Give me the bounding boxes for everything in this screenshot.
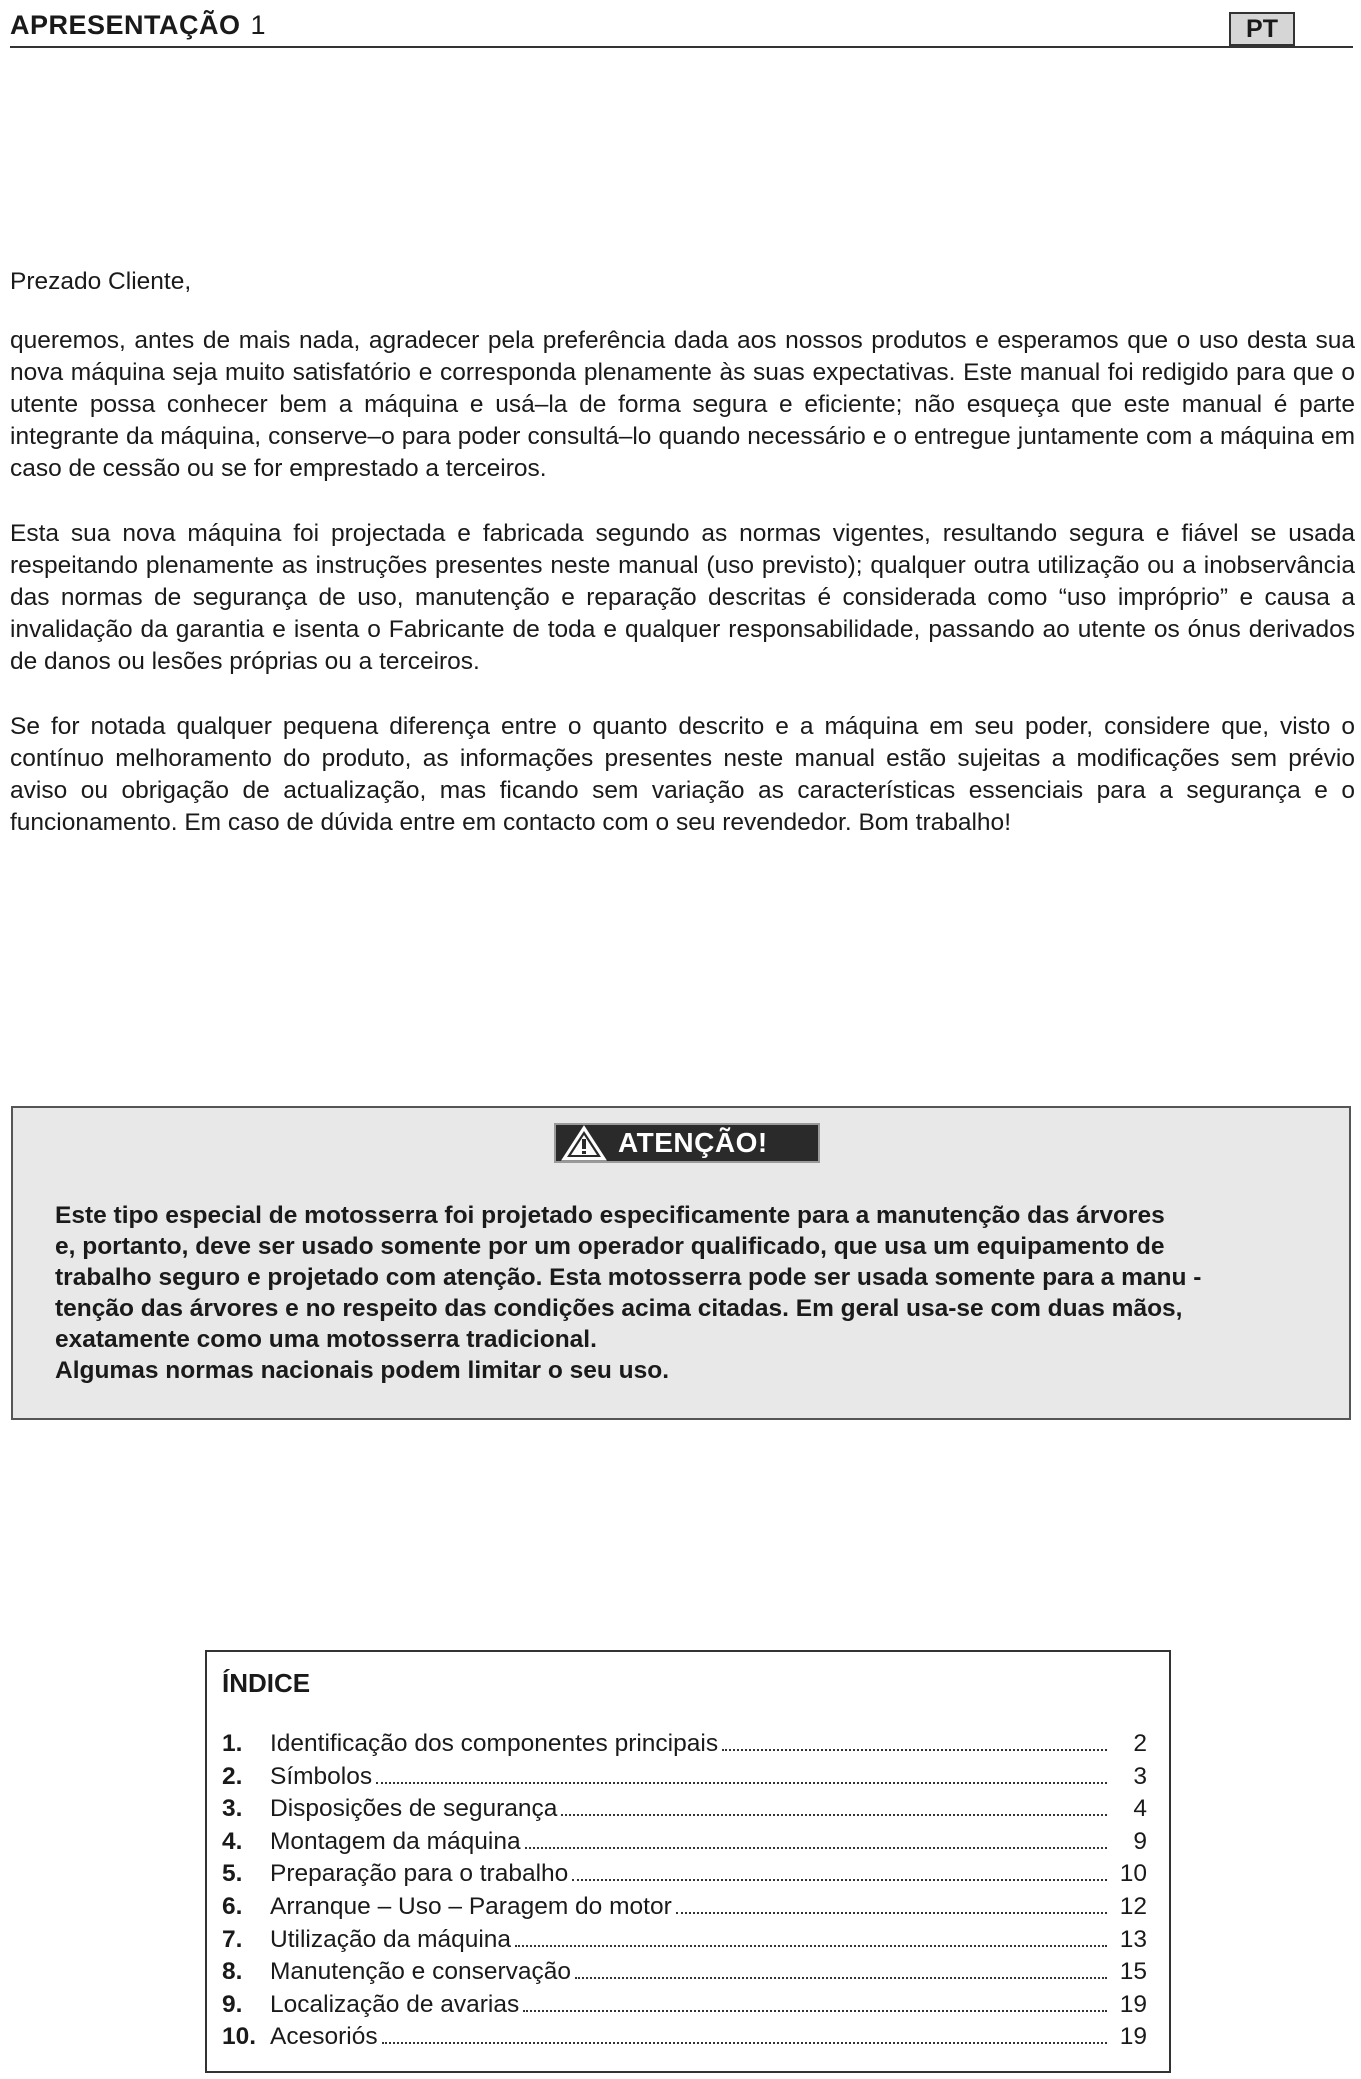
- toc-title: ÍNDICE: [222, 1668, 311, 1698]
- toc-item[interactable]: [222, 1926, 1147, 1959]
- toc-item-label: Arranque – Uso – Paragem do motor: [270, 1892, 672, 1920]
- toc-item-label: Identificação dos componentes principais: [270, 1730, 719, 1757]
- greeting: Prezado Cliente,: [10, 268, 192, 295]
- toc-item-label: Símbolos: [270, 1762, 373, 1790]
- warning-line: trabalho seguro e projetado com atenção. Esta motosserra pode ser usada somente para a manu -: [55, 1264, 1202, 1291]
- page-header: [10, 8, 1353, 48]
- toc-item-page: 13: [1119, 1925, 1147, 1953]
- toc-item-label: Montagem da máquina: [270, 1827, 521, 1855]
- toc-item-page: 2: [1133, 1730, 1147, 1757]
- toc-item-label: Preparação para o trabalho: [270, 1860, 569, 1888]
- page-number: 1: [250, 10, 267, 40]
- section-title: APRESENTAÇÃO: [10, 10, 241, 40]
- toc-item[interactable]: [222, 2023, 1147, 2056]
- toc-list: [222, 1730, 1147, 2056]
- toc-leader: [525, 1829, 1107, 1849]
- toc-leader: [572, 1861, 1107, 1881]
- toc-item[interactable]: [222, 1860, 1147, 1893]
- toc-item-label: Localização de avarias: [270, 1990, 520, 2018]
- toc-leader: [382, 2024, 1107, 2044]
- toc-item[interactable]: [222, 1795, 1147, 1828]
- toc-leader: [676, 1894, 1107, 1914]
- toc-item[interactable]: [222, 1730, 1147, 1763]
- toc-item-label: Disposições de segurança: [270, 1795, 558, 1823]
- language-badge: PT: [1229, 12, 1295, 46]
- toc-item[interactable]: [222, 1958, 1147, 1991]
- toc-item-number: 7.: [222, 1925, 243, 1953]
- intro-paragraph: queremos, antes de mais nada, agradecer pela preferência dada aos nossos produtos e esperamos que o uso desta sua nova máquina seja muito satisfatório e corresponda plenamente às suas expectativas. Este manual foi redigido para que o utente possa conhecer bem a máquina e usá–la de forma segura e eficiente; não esqueça que este manual é parte integrante da máquina, conserve–o para poder consultá–lo quando necessário e o entregue juntamente com a máquina em caso de cessão ou se for emprestado a terceiros.: [10, 327, 1355, 482]
- page-title: [10, 10, 266, 41]
- toc-item[interactable]: [222, 1763, 1147, 1796]
- warning-line: exatamente como uma motosserra tradicional.: [55, 1326, 597, 1353]
- toc-item-label: Utilização da máquina: [270, 1925, 512, 1953]
- warning-label: ATENÇÃO!: [618, 1127, 768, 1158]
- toc-item-number: 1.: [222, 1730, 243, 1757]
- toc-item[interactable]: [222, 1893, 1147, 1926]
- toc-item-number: 3.: [222, 1795, 243, 1823]
- toc-leader: [561, 1796, 1107, 1816]
- toc-item-label: Acesoriós: [270, 2023, 378, 2051]
- toc-leader: [523, 1992, 1107, 2012]
- toc-item-page: 10: [1119, 1860, 1147, 1888]
- toc-item-page: 3: [1133, 1762, 1147, 1790]
- warning-line: Algumas normas nacionais podem limitar o seu uso.: [55, 1357, 670, 1384]
- intro-paragraph: Esta sua nova máquina foi projectada e fabricada segundo as normas vigentes, resultando segura e fiável se usada respeitando plenamente as instruções presentes neste manual (uso previsto); qualquer outra utilização ou a inobservância das normas de segurança de uso, manutenção e reparação descritas é considerada como “uso impróprio” e causa a invalidação da garantia e isenta o Fabricante de toda e qualquer responsabilidade, passando ao utente os ónus derivados de danos ou lesões próprias ou a terceiros.: [10, 520, 1355, 675]
- toc-leader: [515, 1927, 1107, 1947]
- toc-leader: [575, 1959, 1107, 1979]
- toc-item-page: 9: [1133, 1827, 1147, 1855]
- warning-line: e, portanto, deve ser usado somente por um operador qualificado, que usa um equipamento de: [55, 1233, 1165, 1260]
- warning-box: [11, 1106, 1351, 1420]
- intro-section: [10, 266, 1355, 872]
- toc-leader: [376, 1764, 1107, 1784]
- toc-item-number: 10.: [222, 2023, 257, 2051]
- toc-item-page: 12: [1119, 1892, 1147, 1920]
- warning-line: tenção das árvores e no respeito das condições acima citadas. Em geral usa-se com duas mãos,: [55, 1295, 1183, 1322]
- toc-item-page: 19: [1119, 2023, 1147, 2051]
- toc-item-number: 4.: [222, 1827, 243, 1855]
- toc-item-page: 15: [1119, 1958, 1147, 1986]
- toc-item[interactable]: [222, 1991, 1147, 2024]
- toc-item-number: 2.: [222, 1762, 243, 1790]
- toc-item-label: Manutenção e conservação: [270, 1958, 571, 1986]
- toc-item-page: 4: [1133, 1795, 1147, 1823]
- warning-triangle-icon: [560, 1124, 608, 1162]
- warning-text: [55, 1200, 1315, 1386]
- toc-leader: [722, 1731, 1107, 1751]
- warning-badge: [554, 1123, 820, 1163]
- warning-line: Este tipo especial de motosserra foi projetado especificamente para a manutenção das árvores: [55, 1202, 1165, 1229]
- toc-item-page: 19: [1119, 1990, 1147, 2018]
- toc-item-number: 8.: [222, 1958, 243, 1986]
- toc-item-number: 9.: [222, 1990, 243, 2018]
- toc-item-number: 6.: [222, 1892, 243, 1920]
- table-of-contents: [205, 1650, 1171, 2073]
- intro-paragraph: Se for notada qualquer pequena diferença entre o quanto descrito e a máquina em seu poder, considere que, visto o contínuo melhoramento do produto, as informações presentes neste manual estão sujeitas a modificações sem prévio aviso ou obrigação de actualização, mas ficando sem variação as características essenciais para a segurança e o funcionamento. Em caso de dúvida entre em contacto com o seu revendedor. Bom trabalho!: [10, 713, 1355, 836]
- toc-item[interactable]: [222, 1828, 1147, 1861]
- toc-item-number: 5.: [222, 1860, 243, 1888]
